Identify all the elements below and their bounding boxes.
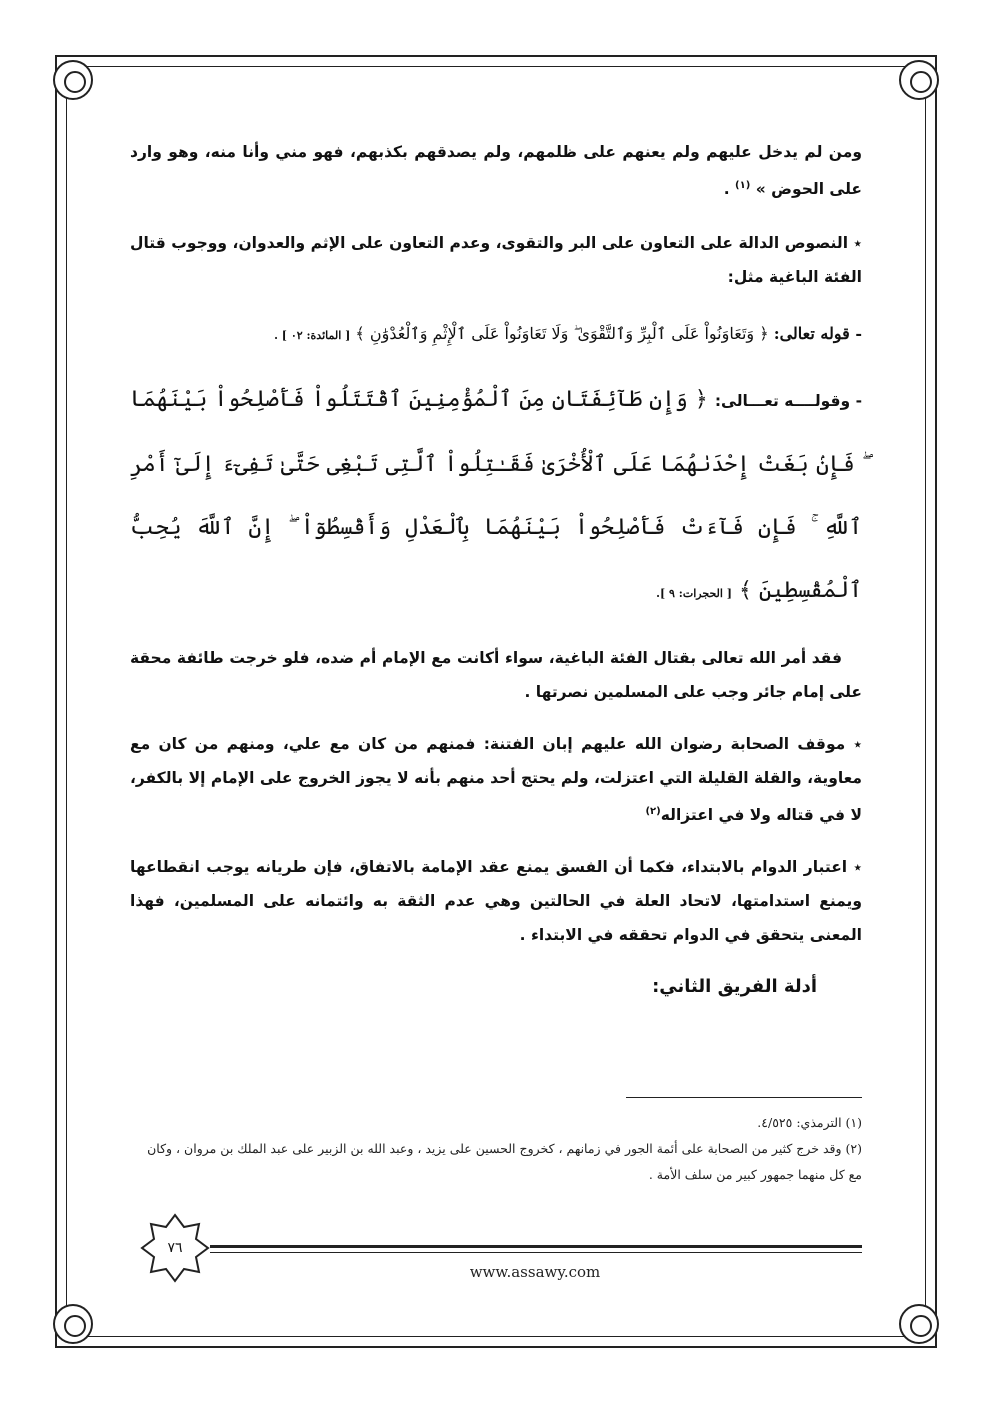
paragraph-end: . [723,180,730,199]
verse-reference: [ المائدة: ٠٢ ] . [274,329,351,343]
paragraph-hadith-end [130,135,862,206]
footnote-separator [626,1097,862,1098]
website-url: www.assawy.com [469,1263,601,1281]
verse-intro: - قوله تعالى: [773,324,862,344]
corner-ornament-bottom-right [899,1304,939,1344]
corner-ornament-top-left [53,60,93,100]
verse-text: ﴿ وَإِن طَآئِفَتَانِ مِنَ ٱلْمُؤْمِنِينَ ٱقْتَتَلُواْ فَأَصْلِحُواْ بَيْنَهُمَا ۖ فَإِنۢ بَغَتْ إِحْدَىٰهُمَا عَلَى ٱلْأُخْرَىٰ فَقَـٰتِلُواْ ٱلَّتِى تَبْغِى حَتَّىٰ تَفِىٓءَ إِلَىٰٓ أَمْرِ ٱللَّهِ ۚ فَإِن فَآءَتْ فَأَصْلِحُواْ بَيْنَهُمَا بِٱلْعَدْلِ وَأَقْسِطُوٓاْ ۖ إِنَّ ٱللَّهَ يُحِبُّ ٱلْمُقْسِطِينَ ﴾ [130,387,862,604]
paragraph-text: ومن لم يدخل عليهم ولم يعنهم على ظلمهم، ولم يصدقهم بكذبهم، فهو مني وأنا منه، وهو وارد على الحوض » [130,143,862,199]
footnotes [130,1110,862,1188]
section-heading: أدلة الفريق الثاني: [652,976,817,998]
verse-hujurat [130,368,862,625]
footnote-marker-1: (١) [735,180,751,191]
verse-reference: [ الحجرات: ٩ ]. [656,587,732,601]
paragraph-companions [130,727,862,832]
paragraph-texts-cooperation: ٭ النصوص الدالة على التعاون على البر والتقوى، وعدم التعاون على الإثم والعدوان، ووجوب قتال الفئة الباغية مثل: [130,234,862,287]
verse-maidah [130,316,862,354]
paragraph-continuity: ٭ اعتبار الدوام بالابتداء، فكما أن الفسق يمنع عقد الإمامة بالاتفاق، فإن طريانه يوجب انقطاعها ويمنع استدامتها، لاتحاد العلة في الحالتين وهي عدم الثقة به وائتمانه على المسلمين، فهذا المعنى يتحقق في الدوام تحققه في الابتداء . [130,858,862,945]
verse-text: ﴿ وَتَعَاوَنُواْ عَلَى ٱلْبِرِّ وَٱلتَّقْوَىٰ ۖ وَلَا تَعَاوَنُواْ عَلَى ٱلْإِثْمِ وَٱلْعُدْوَٰنِ ﴾ [355,324,769,344]
footnote-1: (١) الترمذي: ٤/٥٢٥. [757,1115,862,1130]
corner-ornament-top-right [899,60,939,100]
main-content [130,135,862,1015]
footnote-2: (٢) وقد خرج كثير من الصحابة على أئمة الجور في زمانهم ، كخروج الحسين على يزيد ، وعبد الله بن الزبير على عبد الملك بن مروان ، وكان مع كل منهما جمهور كبير من سلف الأمة . [147,1141,862,1182]
page-number: ٧٦ [167,1240,183,1256]
verse-intro: - وقولــــه تعـــالى: [714,392,863,411]
paragraph-text: ٭ موقف الصحابة رضوان الله عليهم إبان الفتنة: فمنهم من كان مع علي، ومنهم من كان مع معاوية، والقلة القليلة التي اعتزلت، ولم يحتج أحد منهم بأنه لا يجوز الخروج على الإمام إلا بالكفر، لا في قتاله ولا في اعتزاله [130,735,862,825]
footnote-marker-2: (٢) [645,806,661,818]
footer-rule-thin [210,1252,862,1253]
paragraph-command: فقد أمر الله تعالى بقتال الفئة الباغية، سواء أكانت مع الإمام أم ضده، فلو خرجت طائفة محقة على إمام جائر وجب على المسلمين نصرتها . [130,649,862,702]
footer-rule [210,1245,862,1248]
corner-ornament-bottom-left [53,1304,93,1344]
